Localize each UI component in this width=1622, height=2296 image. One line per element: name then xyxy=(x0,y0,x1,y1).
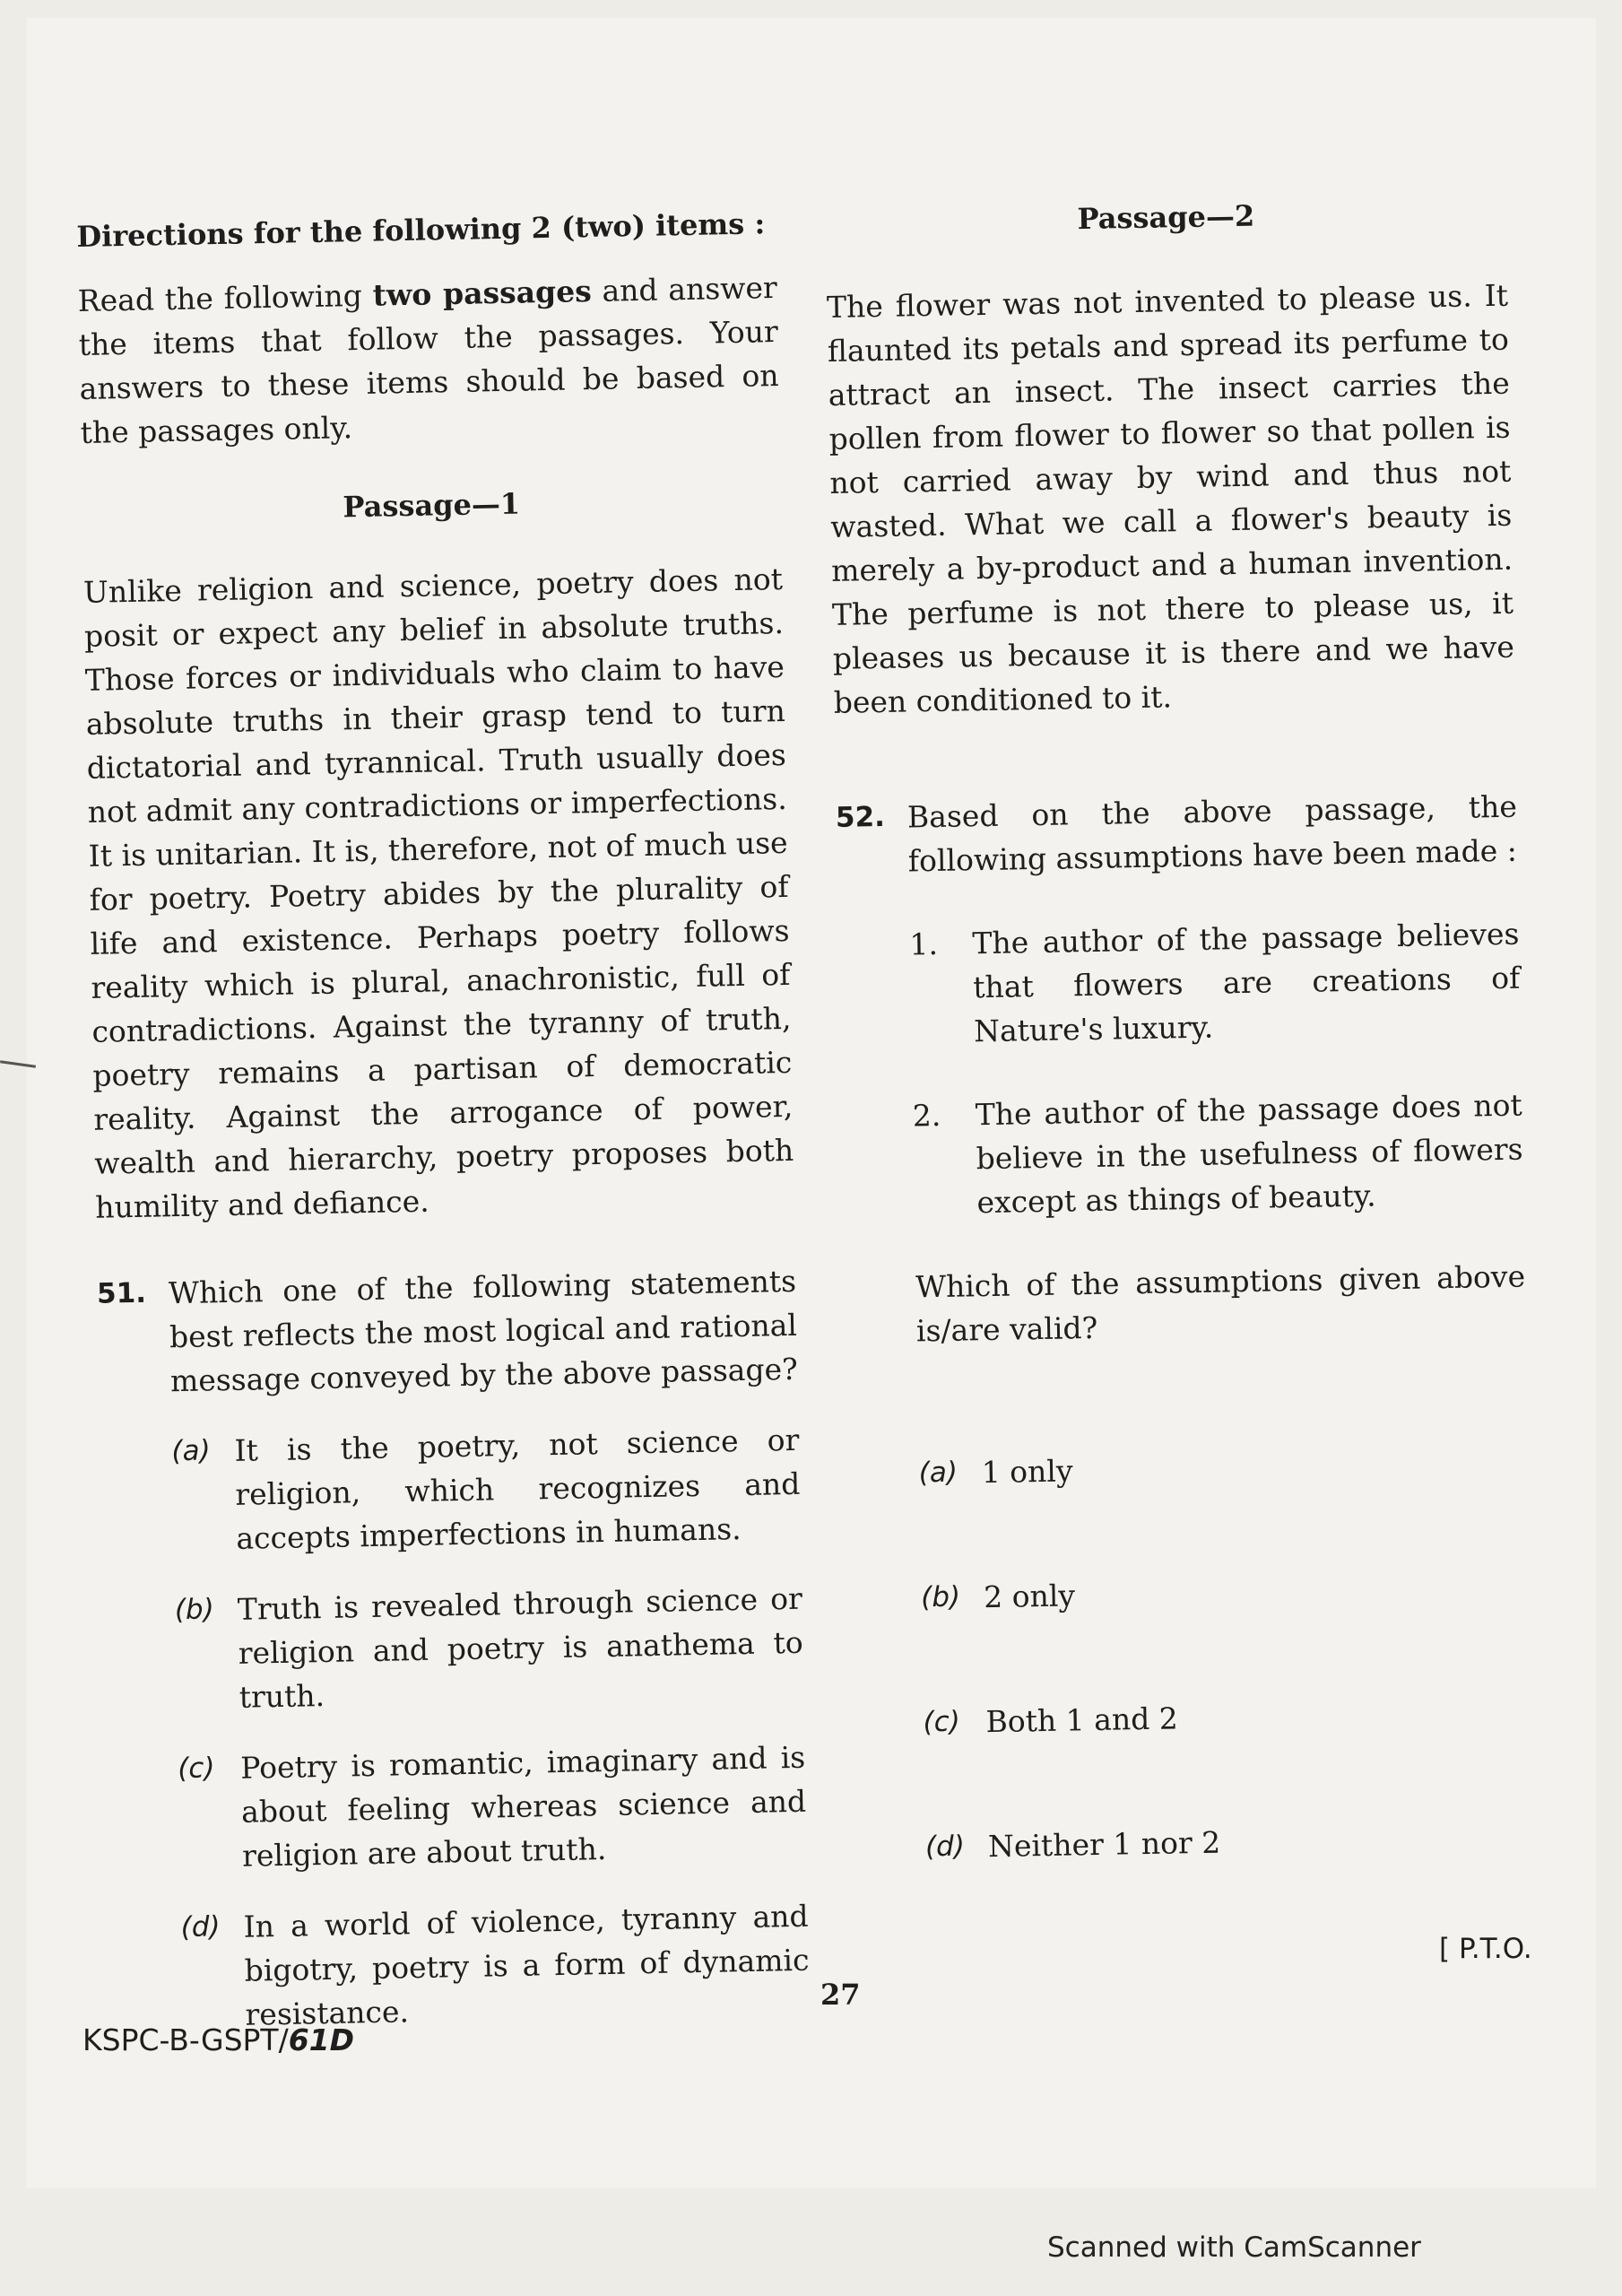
question-52 xyxy=(836,785,1536,1871)
statement-text: The author of the passage does not believe in the usefulness of flowers except as things of beauty. xyxy=(975,1087,1523,1221)
left-column xyxy=(76,202,811,2039)
question-number: 51. xyxy=(96,1276,147,1310)
option-text: Neither 1 nor 2 xyxy=(987,1824,1221,1865)
option-text: It is the poetry, not science or religion, which recognizes and accepts imperfections in humans. xyxy=(234,1422,801,1556)
directions-text xyxy=(77,265,780,455)
option-label: (a) xyxy=(171,1434,212,1468)
option-text: Both 1 and 2 xyxy=(985,1700,1179,1740)
booklet-code-suffix: 61D xyxy=(288,2022,355,2057)
question-text: Which one of the following statements best reflects the most logical and rational message conveyed by the above passage? xyxy=(168,1263,799,1399)
passage-1-text: Unlike religion and science, poetry does not posit or expect any belief in absolute truths. Those forces or individuals who claim to have absolute truths in their grasp tend to turn dictatorial and tyrannical. Truth usually does not admit any contradictions or imperfections. It is unitarian. It is, therefore, not of much use for poetry. Poetry abides by the plurality of life and existence. Perhaps poetry follows reality which is plural, anachronistic, full of contradictions. Against the tyranny of truth, poetry remains a partisan of democratic reality. Against the arrogance of power, wealth and hierarchy, poetry proposes both humility and defiance. xyxy=(82,561,794,1225)
question-text: Based on the above passage, the following assumptions have been made : xyxy=(906,788,1518,879)
option-label: (c) xyxy=(923,1705,961,1739)
booklet-code-prefix: KSPC-B-GSPT/ xyxy=(82,2022,289,2057)
option-text: Truth is revealed through science or religion and poetry is anathema to truth. xyxy=(237,1580,804,1715)
directions-heading: Directions for the following 2 (two) items : xyxy=(76,206,766,254)
directions-text-bold: two passages xyxy=(372,273,593,313)
option-a[interactable] xyxy=(918,1441,1529,1496)
passage-1-title: Passage—1 xyxy=(343,486,521,525)
directions-text-pre: Read the following xyxy=(77,277,373,318)
pto-marker: [ P.T.O. xyxy=(1439,1933,1532,1965)
option-label: (c) xyxy=(177,1752,215,1786)
passage-2-title: Passage—2 xyxy=(1077,198,1255,237)
option-label: (a) xyxy=(918,1456,958,1490)
scanner-watermark: Scanned with CamScanner xyxy=(1047,2231,1421,2264)
option-b[interactable] xyxy=(174,1577,804,1720)
question-number: 52. xyxy=(835,800,886,834)
directions-text-post: and answer the items that follow the passages. Your answers to these items should be based on the passages only. xyxy=(78,270,779,450)
passage-2-text: The flower was not invented to please us. It flaunted its petals and spread its perfume to attract an insect. The insect carries the pollen from flower to flower so that pollen is not carried away by wind and thus not wasted. What we call a flower's beauty is merely a by-product and a human invention. The perfume is not there to please us, it pleases us because it is there and we have been conditioned to it. xyxy=(826,277,1515,720)
option-c[interactable] xyxy=(923,1690,1533,1744)
option-b[interactable] xyxy=(921,1566,1531,1621)
option-label: (b) xyxy=(174,1593,215,1627)
statement-label: 2. xyxy=(912,1097,941,1134)
option-text: In a world of violence, tyranny and bigotry, poetry is a form of dynamic resistance. xyxy=(243,1898,810,2032)
option-label: (b) xyxy=(920,1580,961,1614)
booklet-code xyxy=(82,2022,354,2057)
option-label: (d) xyxy=(180,1910,221,1944)
option-text: Poetry is romantic, imaginary and is about feeling whereas science and religion are about truth. xyxy=(239,1739,807,1874)
option-a[interactable] xyxy=(171,1418,802,1561)
statement-text: The author of the passage believes that flowers are creations of Nature's luxury. xyxy=(972,916,1521,1049)
statement-1 xyxy=(909,912,1521,1055)
question-51 xyxy=(97,1259,811,2039)
right-column xyxy=(825,190,1535,1871)
page-number: 27 xyxy=(820,1978,861,2012)
option-text: 1 only xyxy=(981,1453,1073,1491)
statement-label: 1. xyxy=(909,926,939,962)
option-c[interactable] xyxy=(178,1735,808,1879)
option-text: 2 only xyxy=(983,1578,1076,1615)
option-label: (d) xyxy=(924,1830,966,1864)
option-d[interactable] xyxy=(180,1894,811,2038)
statement-2 xyxy=(912,1083,1523,1226)
question-ask: Which of the assumptions given above is/are valid? xyxy=(915,1258,1526,1349)
